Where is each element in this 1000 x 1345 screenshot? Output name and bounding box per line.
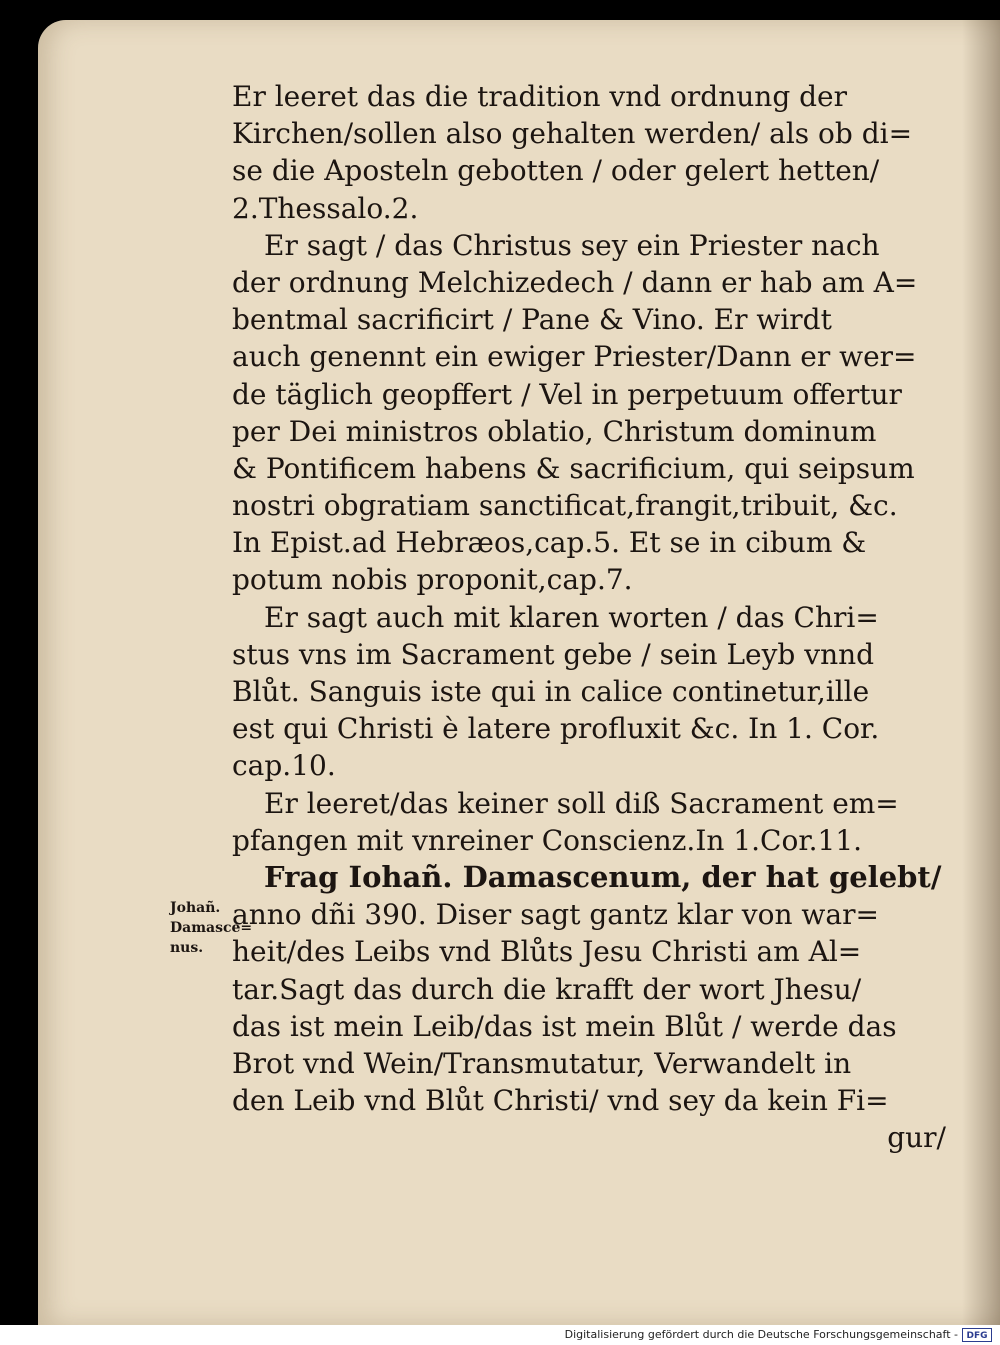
- text-line-20: Er leeret/das keiner soll diß Sacrament em=: [264, 786, 899, 820]
- text-line-1: Er leeret das die tradition vnd ordnung der: [232, 80, 848, 113]
- text-line-3: se die Aposteln gebotten / oder gelert hetten/: [232, 154, 880, 188]
- text-line-5: Er sagt / das Christus sey ein Priester nach: [264, 228, 880, 262]
- text-line-7: bentmal sacrificirt / Pane & Vino. Er wirdt: [232, 303, 832, 337]
- text-line-12: nostri obgratiam sanctificat,frangit,tribuit, &c.: [232, 489, 898, 523]
- text-line-18: est qui Christi è latere profluxit &c. In 1. Cor.: [232, 712, 880, 746]
- text-line-17: Blůt. Sanguis iste qui in calice continetur,ille: [232, 675, 870, 708]
- margin-note-line-2: Damasce=: [170, 920, 253, 936]
- text-line-22: Frag Iohañ. Damascenum, der hat gelebt/: [264, 859, 942, 894]
- text-line-8: auch genennt ein ewiger Priester/Dann er wer=: [232, 340, 917, 374]
- body-text: [232, 78, 952, 1156]
- text-line-11: & Pontificem habens & sacrificium, qui seipsum: [232, 451, 915, 485]
- footer-bar: [0, 1325, 1000, 1345]
- margin-note-line-1: Johañ.: [170, 900, 221, 916]
- margin-note: [170, 898, 265, 958]
- text-line-27: Brot vnd Wein/Transmutatur, Verwandelt in: [232, 1046, 852, 1080]
- text-line-9: de täglich geopffert / Vel in perpetuum offertur: [232, 377, 902, 411]
- text-line-15: Er sagt auch mit klaren worten / das Chri=: [264, 600, 879, 634]
- text-line-13: In Epist.ad Hebræos,cap.5. Et se in cibum &: [232, 526, 867, 560]
- margin-note-line-3: nus.: [170, 940, 204, 956]
- text-line-26: das ist mein Leib/das ist mein Blůt / werde das: [232, 1009, 897, 1043]
- text-line-14: potum nobis proponit,cap.7.: [232, 563, 633, 597]
- text-line-23: anno dñi 390. Diser sagt gantz klar von war=: [232, 898, 879, 932]
- text-line-28: den Leib vnd Blůt Christi/ vnd sey da kein Fi=: [232, 1084, 889, 1118]
- text-line-24: heit/des Leibs vnd Blůts Jesu Christi am Al=: [232, 935, 862, 969]
- text-line-21: pfangen mit vnreiner Conscienz.In 1.Cor.11.: [232, 823, 863, 857]
- text-line-19: cap.10.: [232, 749, 336, 783]
- dfg-logo: DFG: [962, 1328, 992, 1342]
- footer-credit: Digitalisierung gefördert durch die Deutsche Forschungsgemeinschaft -: [564, 1328, 958, 1341]
- text-line-6: der ordnung Melchizedech / dann er hab am A=: [232, 265, 918, 299]
- text-line-10: per Dei ministros oblatio, Christum dominum: [232, 414, 877, 448]
- text-line-4: 2.Thessalo.2.: [232, 191, 419, 225]
- spine-shadow: [962, 20, 1000, 1325]
- text-line-16: stus vns im Sacrament gebe / sein Leyb vnnd: [232, 637, 875, 671]
- text-line-29: gur/: [887, 1121, 946, 1155]
- text-line-25: tar.Sagt das durch die krafft der wort Jhesu/: [232, 972, 862, 1006]
- text-line-2: Kirchen/sollen also gehalten werden/ als ob di=: [232, 117, 913, 151]
